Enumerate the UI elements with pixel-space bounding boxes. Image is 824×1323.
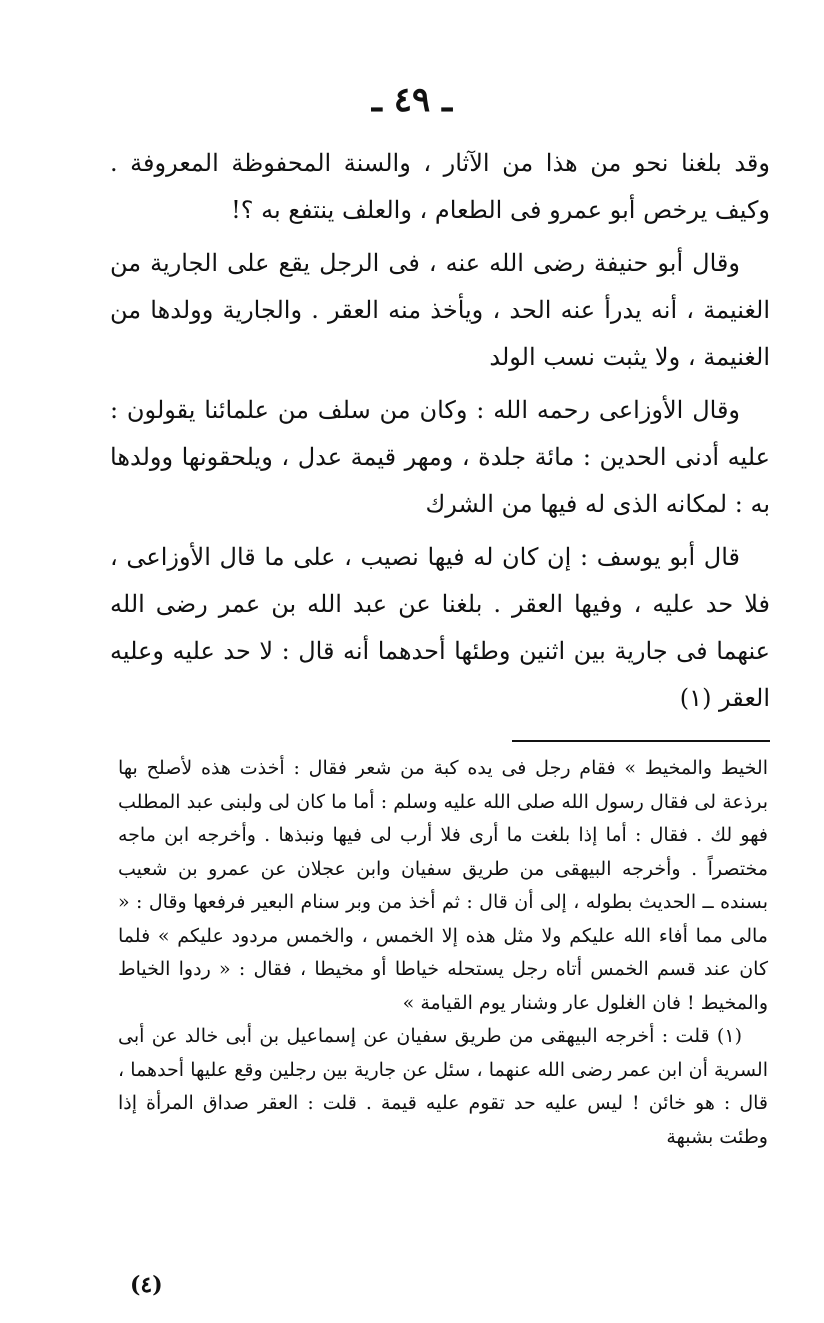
footnote-continuation: الخيط والمخيط » فقام رجل فى يده كبة من شعر فقال : أخذت هذه لأصلح بها برذعة لى فقال رسول الله صلى الله عليه وسلم : أما ما كان لى ولبنى عبد المطلب فهو لك . فقال : أما إذا بلغت ما أرى فلا أرب لى فيها ونبذها . وأخرجه ابن ماجه مختصراً . وأخرجه البيهقى من طريق سفيان وابن عجلان عن عمرو بن شعيب بسنده ــ الحديث بطوله ، إلى أن قال : ثم أخذ من وبر سنام البعير فرفعها وقال : « مالى مما أفاء الله عليكم ولا مثل هذه إلا الخمس ، والخمس مردود عليكم » فلما كان عند قسم الخمس أتاه رجل يستحله خياطا أو مخيطا ، فقال : « ردوا الخياط والمخيط ! فان الغلول عار وشنار يوم القيامة » — [118, 757, 768, 1014]
paragraph-3: وقال الأوزاعى رحمه الله : وكان من سلف من علمائنا يقولون : عليه أدنى الحدين : مائة جلدة ، ومهر قيمة عدل ، ويلحقونها وولدها به : لمكانه الذى له فيها من الشرك — [110, 396, 770, 518]
page-number: ـ ٤٩ ـ — [371, 80, 453, 120]
footnote-divider — [512, 740, 770, 742]
main-text — [110, 140, 770, 728]
signature-mark: (٤) — [130, 1272, 163, 1298]
paragraph-4: قال أبو يوسف : إن كان له فيها نصيب ، على ما قال الأوزاعى ، فلا حد عليه ، وفيها العقر . بلغنا عن عبد الله بن عمر رضى الله عنهما فى جارية بين اثنين وطئها أحدهما أنه قال : لا حد عليه وعليه العقر (١) — [110, 543, 770, 712]
footnotes — [118, 752, 768, 1154]
footnote-1: (١) قلت : أخرجه البيهقى من طريق سفيان عن إسماعيل بن أبى خالد عن أبى السرية أن ابن عمر رضى الله عنهما ، سئل عن جارية بين رجلين وقع عليها أحدهما ، قال : هو خائن ! ليس عليه حد تقوم عليه قيمة . قلت : العقر صداق المرأة إذا وطئت بشبهة — [118, 1025, 768, 1148]
paragraph-2: وقال أبو حنيفة رضى الله عنه ، فى الرجل يقع على الجارية من الغنيمة ، أنه يدرأ عنه الحد ، ويأخذ منه العقر . والجارية وولدها من الغنيمة ، ولا يثبت نسب الولد — [110, 249, 770, 371]
paragraph-1: وقد بلغنا نحو من هذا من الآثار ، والسنة المحفوظة المعروفة . وكيف يرخص أبو عمرو فى الطعام ، والعلف ينتفع به ؟! — [110, 149, 770, 224]
